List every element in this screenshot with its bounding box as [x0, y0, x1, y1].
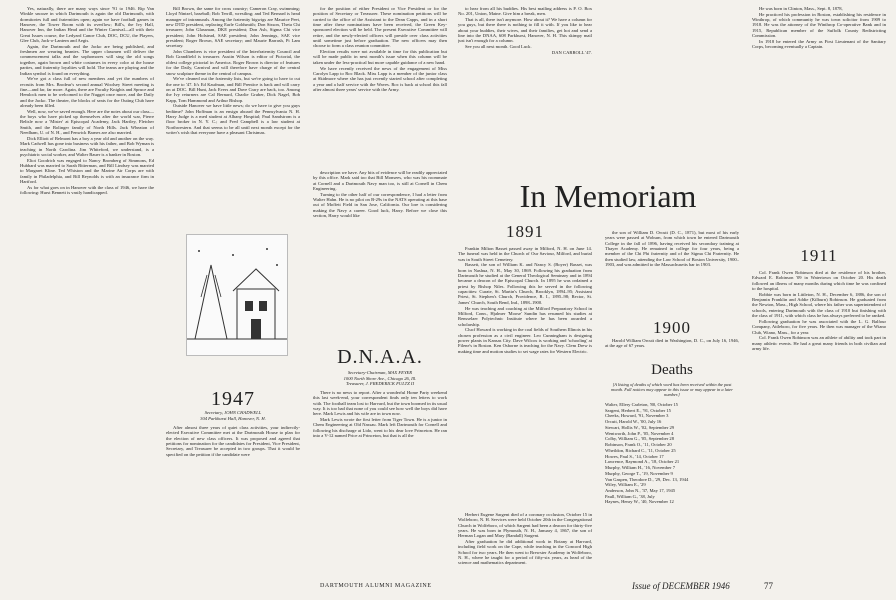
paragraph: Yes, naturally, there are many ways since '91 to 1946. Rip Van Winkle snooze in which Dartmouth is again the old Dartmouth, with dormitories full and fraternities open; again we have football games in Hanover, the Tower Room with its overflow; Bill's, the Ivy Hall, Hanover Inn, the Indian Head and the Winter Carnival—all with their Great Issues course, the Ledyard Canoe Club, DOC, DCU, the Players, Glee Club, Jack-o-Lantern and Aegis.: [20, 6, 154, 44]
paragraph: We've cleaned out the fraternity lists, but we're going to have to cut the one to '47. It's Ed Kaufman, and Bill Prentice is back and will carry on at DOC. Bill Hunt, Jack Evers and Dave Crary are back, too. Among the Ivy returners are Cal Bernard, Charlie Gruber, Dick Nagel, Bob Kapp, Tom Hammond and Arthur Bishop.: [166, 76, 300, 103]
death-entry: Murphy, William H., '16, November 7: [605, 465, 676, 471]
heading-1947: 1947: [211, 388, 255, 410]
paragraph: for the position of either President or Vice President or for the position of Secretary or Treasurer. These nomination petitions will be carried to the office of the Assistant to the Dean Capps, and in a short time after these nominations have been received, the Green Key-sponsored election will be held. The present Executive Committee will retire, and the newly-elected officers will preside over class activities until sometime just before graduation. The new officers may then choose to form a class reunion committee.: [313, 6, 447, 49]
issue-date: Issue of DECEMBER 1946: [632, 581, 730, 591]
paragraph: In 1918 he entered the Army as First Lieutenant of the Sanitary Corps, becoming eventually a Captain.: [752, 38, 886, 50]
paragraph: Dick Elliott of Belmont has a boy a year old and another on the way. Mark Cadwell has gone into business with his father, and Bob Wyman is teaching in North Carolina. Jim Whiteford, we understand, is a psychiatric social worker, and Walter Bauer is a banker in Boston.: [20, 135, 154, 157]
paragraph: Robbie was born in Littleton, N. H., December 6, 1886, the son of Benjamin Franklin and Addie (Kilburn) Robinson. He graduated from the Newton, Mass., High School, where his father was superintendent of schools, entering Dartmouth with the class of 1910 but finishing with the class of 1911, with which class he has always preferred to be ranked.: [752, 291, 886, 319]
death-entry: Orcutt, Harold W., '00, July 16: [605, 419, 662, 425]
column-3-mid: [313, 170, 447, 338]
death-entry: Wheildon, Richard C., '11, October 25: [605, 447, 676, 453]
paragraph: Frankin Milton Basset passed away in Milford, N. H. on June 14. The funeral was held in the Church of Our Saviour, Milford, and burial was in South Street Cemetery.: [458, 246, 592, 262]
paragraph: Col. Frank Owen Robinson was an athlete of ability and took part in many athletic events. He had a great many friends in both civilian and army life.: [752, 335, 886, 351]
paragraph: the son of William D. Orcutt (D. C., 1871), but most of his early years were passed at Woburn, from which town he entered Dartmouth College in the fall of 1896, having received his secondary training at Thayer Academy. He remained in college for four years, being a member of the Chi Phi fraternity and of the Sigma Chi Fraternity. He then studied law, attending the Law School of Boston University, 1900–1903, and was admitted to the Massachusetts bar in 1903.: [605, 230, 739, 268]
deaths-heading: Deaths: [651, 362, 693, 378]
paragraph: Well, now, we've saved enough. Here are the notes about our class—the boys who have picked up themselves after the world war, Pierre Belisle now a 'Mister' at Episcopal Academy, Jack Hartley, Fletcher Smith, and the Bolinger family of North Hills. Jack Wheaton of Needham, U. of N. H., and Fenwick Barnes are also married.: [20, 108, 154, 136]
deaths-list: [605, 402, 739, 574]
paragraph: Col. Frank Owen Robinson died at the residence of his brother, Edward E. Robinson '09 in Watertown on October 20. His death followed an illness of many months during which time he was confined to the hospital.: [752, 270, 886, 292]
orcutt-notice: [605, 338, 739, 358]
winter-scene-icon: [187, 235, 287, 355]
column-3-dnaa: [313, 390, 447, 510]
magazine-name: DARTMOUTH ALUMNI MAGAZINE: [320, 583, 432, 589]
page-number: 77: [764, 581, 773, 591]
death-entry: Sargent, Herbert E., '91, October 15: [605, 407, 671, 413]
deaths-note: [A listing of deaths of which word has been received within the past month. Full notices may appear in this issue or may appear in a later number.]: [611, 382, 733, 397]
paragraph: That is all, there isn't anymore. How about it? We have a column for you guys, but there there is nothing to fill it with. If you like to hear about your buddies, their wives, and their families, get hot and send a line into the DNAA, 608 Parkhurst, Hanover, N. H. This skimpy mail just isn't enough for a column.: [458, 17, 592, 44]
column-4-memoriam: [458, 246, 592, 508]
paragraph: to hear from all his buddies. His best mailing address is P. O. Box No. 201, Union, Maine. Give him a break, men.: [458, 6, 592, 17]
death-entry: Walter, Ellery Carleton, '80, October 15: [605, 402, 678, 407]
heading-1947-secretary: [166, 410, 300, 421]
paragraph: John Chambers is vice president of the Interfraternity Council and Bob Grandfield is treasurer. Austin Wilson is editor of Pictorial, the oldest college pictorial in America. Roger Brown is director of features for the Daily, Carnival and will therefore have charge of the central snow sculpture theme in the central of campus.: [166, 49, 300, 76]
death-entry: Murphy, George T., '19, November 9: [605, 470, 673, 476]
death-entry: Stewart, Hollis W., '02, September 29: [605, 424, 675, 430]
paragraph: description we have. Any bits of evidence will be readily appreciated by this office. Mark said too that Bill Monsees, who was his roommate at Cornell and a Dartmouth Navy man too, is still at Cornell in Chem Engineering.: [313, 170, 447, 192]
paragraph: Outside Hanover we have little news; do we have to give you guys bedtime? John Hoffman is an ensign aboard the Pennsylvania N. H. Harry Judge is a med student at Albany Hospital; Paul Sandstrom is a floor broker in N. Y. C.; and Fred Campbell is a law student at Northwestern. And that seems to be all until next month except for the writer's wish that everyone have a pleasant Christmas.: [166, 103, 300, 136]
paragraph: Clucf Howard is working in the coal fields of Southern Illinois in his chosen profession as a civil engineer. Leo Cunningham is designing power plants in Kansas City. Dave Wilcox is working and 'schooling' at Filene's in Boston. Ken Osborne is teaching for the Navy. Clem Drew is making time and motion studies to set wage rates for Western Electric.: [458, 327, 592, 354]
paragraph: See you all next month. Good Luck.: [465, 44, 532, 50]
death-entry: Colby, William G., '05, September 28: [605, 436, 675, 442]
death-entry: Wentworth, John P., '05, November 4: [605, 430, 674, 436]
paragraph: We've got a class full of new members and yet the numbers of recruits from Mrs. Brodeur's second annual Woolsey Street meeting is fine—and far, far more. Again, there are Faculty Knights and Spruce and Hemlock men to be welcomed to the Nugget once more, and the Daily and the Jacko. The theater, the blocks of seats for the Outing Club have already been filled.: [20, 76, 154, 108]
column-1: [20, 6, 154, 576]
paragraph: Bill Brown, the same for cross country; Cameron Cray, swimming; Lloyd Nintzel, baseball; Bob Terrill, wrestling; and Ted Bernard is head manager of intramurals. Among the fraternity bigwigs are Maurice Peet, new DTD president, replacing Earle Goldsmith; Don Sisson, Theta Chi treasurer; John Glassman, DKE president; Don Ash, Sigma Chi vice president; John Holstead, SAE president; John Jennings, SAE vice president; Roger Brown, SAE secretary; and Maurie Barrash, Pi Lam secretary.: [166, 6, 300, 49]
column-2: [166, 6, 300, 234]
paragraph: Mark Lewis wrote the first letter from Tiger Town. He is a junior in Chem Engineering at Old Nassau. Mark left Dartmouth for Cornell and following his discharge at Lido, went to his dear love Princeton. He ran into a V-12 named Price at Princeton, but that is all the: [313, 417, 447, 439]
heading-1891: 1891: [506, 222, 544, 241]
signoff: DAN CARROLL '47.: [551, 49, 592, 55]
paragraph: There is no news to report. After a wonderful Home Party weekend this last week-end, your correspondent finds only ten letters to work with. The football team lost to Harvard, but the town boomed in its usual way. It is too bad that none of you could see how well the boys did have here. Mark Lewis and his wife are in town now.: [313, 390, 447, 417]
paragraph: He practiced his profession in Boston, establishing his residence in Winthrop, of which community he was town solicitor from 1909 to 1918. He was the attorney of the Winthrop Co-operative Bank and in 1915, Republican member of the Suffolk County Redistricting Commission.: [752, 11, 886, 39]
paragraph: Herbert Eugene Sargent died of a coronary occlusion, October 15 in Wolfeboro, N. H. Services were held October 20th in the Congregational Church in Wolfeboro, of which Sargent had been a deacon for thirty-five years. He was born in Plymouth, N. H., January 4, 1867, the son of Herman Logan and Mary (Randall) Sargent.: [458, 512, 592, 539]
dnaa-secretary: Secretary-Chairman, MAX FEYER: [347, 370, 413, 375]
paragraph: After graduation he did additional work in Botany at Harvard, including field work on the Cape, while teaching in the Concord High School for two years. He then went to Brewster Academy in Wolfeboro, N. H., where he taught for a period of fifty-six years, as head of the science and mathematics department.: [458, 539, 592, 566]
paragraph: He was born in Clinton, Mass., Sept. 8, 1878,: [759, 6, 843, 11]
column-5: [605, 230, 739, 318]
death-entry: Lawrence, Raymond A., '18, October 21: [605, 459, 680, 465]
paragraph: After almost three years of quiet class activities, your indirectly-elected Executive Committee met at the Dartmouth House to plan for the election of new class officers. It was proposed and agreed that petitions for nomination for the candidates for President, Vice President, Secretary, and Treasurer be accepted in two groups. That it would be specified on the petition if the candidate were: [166, 425, 300, 457]
paragraph: Eliot Goodrich was engaged to Nancy Bromberg of Simmons, Ed Hubbard was married to Sarah Bitterman, and Bill Lindsey was married to Margaret Kline. Ted Whiston and the Marine Air Corps are with family in Philadelphia, and Bill Reynolds is with an insurance firm in Hartford.: [20, 157, 154, 184]
heading-1911: 1911: [800, 246, 838, 265]
paragraph: He was teaching and coaching at the Milford Preparatory School in Milford, Conn., Hjalmer 'Moose' Sundin has resumed his studies at Rensselaer Polytechnic Institute where he has been awarded a scholarship.: [458, 305, 592, 327]
dnaa-treasurer: Treasurer, J. FREDERICK FULTZ II: [346, 381, 414, 387]
death-entry: Howes, Paul S., '14, October 17: [605, 453, 664, 459]
dnaa-officers: [313, 370, 447, 387]
paragraph: Election results were not available in time for this publication but will be made public in next month's issue when this column will be taken under the less-practical but more capable guidance of a new hand.: [313, 49, 447, 65]
paragraph: Harold William Orcutt died in Washington, D. C., on July 16, 1946, at the age of 67 years.: [605, 338, 739, 349]
paragraph: Following graduation he was associated with the L. G. Balfour Company, Attleboro, for five years. He then was manager of the Wiano Club, Wiano, Mass., for a year.: [752, 318, 886, 335]
column-6-robinson: [752, 270, 886, 574]
death-entry: Wiley, William E., '29: [605, 482, 646, 488]
heading-1900: 1900: [653, 318, 691, 337]
in-memoriam-heading: In Memoriam: [519, 178, 697, 214]
column-2-lower: [166, 425, 300, 577]
paragraph: Bassett, the son of William K. and Nancy S. (Boyer) Basset, was born in Nashua, N. H., May 30, 1869. Following his graduation from Dartmouth he studied at the General Theological Seminary and in 1894 became a deacon of the Episcopal Church. In 1895 he was ordained a priest by Bishop Niles. Following this he served in the following capacities: Curate, St. Martin's Church, Brooklyn, 1894–95; Assistant Priest, St. Stephen's Church, Providence, R. I., 1895–98; Rector, St. James' Church, South Bend, Ind., 1898–1900.: [458, 262, 592, 305]
death-entry: Robinson, Frank O., '11, October 20: [605, 442, 672, 448]
column-3: [313, 6, 447, 166]
death-entry: Anderson, John N., '37, May 17, 1945: [605, 488, 676, 494]
dnaa-address: 1000 North Shore Ave., Chicago 26, Ill.: [343, 375, 417, 381]
secretary-address: 304 Parkhurst Hall, Hanover, N. H.: [200, 415, 266, 421]
death-entry: Cheeks, Howard, '91, November 3: [605, 413, 669, 419]
paragraph: Turning to the other half of our correspondence, I had a letter from Walter Hahn. He is no pilot on B-29s in the NATS operating at this base out of Moffett Field in San Jose, California. Our lore is considering making the Navy a career. Good luck, Harry. Before we close this section, Harry would like: [313, 191, 447, 219]
secretary-line: Secretary, JOHN CHADWELL: [204, 410, 262, 415]
paragraph: Again, the Dartmouth and the Jacko are being published, and freshmen are wearing beanies. The upper classmen will deliver the commencement talks and the sophomores will sing the old songs together, again brown and white costumes in every color at the house parties, and fraternity loyalties will hold. The teams are playing and the Indian symbol is found on everything.: [20, 43, 154, 76]
paragraph: As for what goes on in Hanover with the class of 1946, we have the following: Hurst Bennett is vastly handicapped.: [20, 184, 154, 196]
column-4: [458, 6, 592, 176]
sargent-notice: [458, 512, 592, 574]
death-entry: Van Gaspen, Theodore D., '29, Dec. 13, 1944: [605, 476, 689, 482]
death-entry: Haynes, Henry W., '40, November 12: [605, 499, 674, 505]
heading-dnaa: D.N.A.A.: [337, 346, 423, 368]
paragraph: We have recently received the news of the engagement of Miss Carolyn Lapp to Roc Black. Miss Lapp is a member of the junior class at Skidmore where she has just recently started school after completing a year and a half service with the Waves. Roc is back at school this fall after almost three years' service with the Army.: [313, 65, 447, 92]
death-entry: Paull, William G., '38, July: [605, 493, 655, 499]
class-illustration: [186, 234, 288, 356]
page-footer: [0, 583, 896, 597]
column-6: [752, 6, 886, 242]
